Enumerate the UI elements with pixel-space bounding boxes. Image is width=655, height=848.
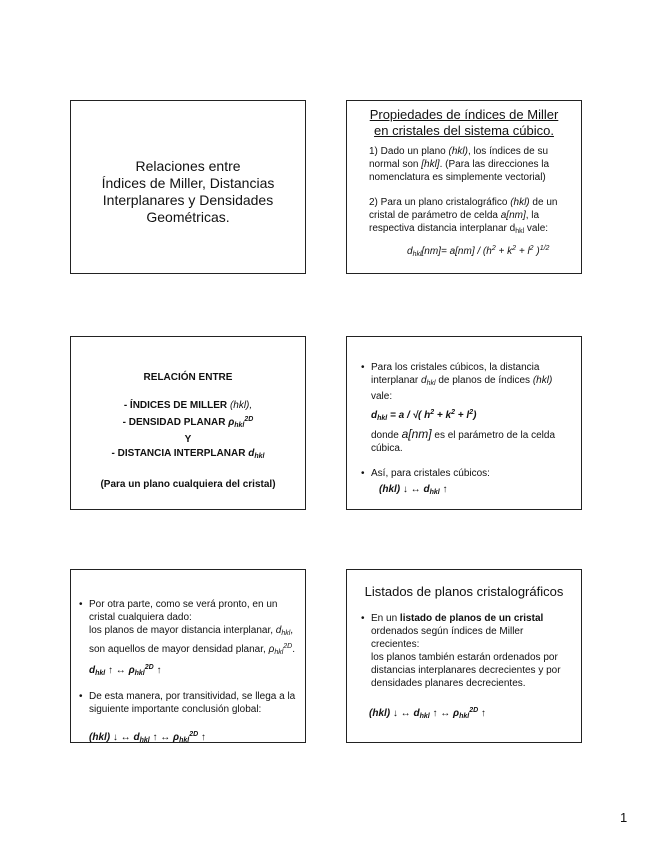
text: (hkl)	[510, 197, 530, 208]
slide-5	[70, 569, 306, 743]
text: ↑	[198, 732, 206, 743]
slide-5-body	[71, 570, 305, 747]
text: de un cristal de parámetro de celda	[369, 197, 558, 221]
text: 2D	[189, 731, 199, 738]
formula-1	[89, 661, 299, 680]
item-1	[369, 145, 565, 184]
text: ↑ ↔ ρ	[105, 665, 135, 676]
text: ↑ ↔ ρ	[429, 708, 460, 719]
text: • Por otra parte, como se verá pronto, en un cristal cualquiera dado:	[89, 599, 278, 623]
text: hkl	[412, 251, 422, 258]
item-2	[369, 196, 565, 238]
text: hkl	[515, 228, 525, 235]
text: + l	[455, 410, 470, 421]
bullet-2: • De esta manera, por transitividad, se llega a la siguiente importante conclusión global:	[77, 690, 299, 716]
spacer	[359, 690, 573, 704]
text: 2	[512, 245, 517, 252]
text: hkl	[429, 489, 440, 496]
text: ↑ ↔ ρ	[149, 732, 180, 743]
slide-3-body	[71, 371, 305, 492]
text: + k	[495, 246, 513, 257]
formula-2	[77, 728, 299, 747]
formula	[359, 406, 567, 425]
text: d	[371, 410, 378, 421]
text: + k	[434, 410, 452, 421]
slide-4-body	[347, 337, 581, 499]
title-line-1: Propiedades de índices de Miller	[369, 107, 559, 122]
heading: RELACIÓN ENTRE	[143, 372, 233, 383]
title-line-2: Índices de Miller, Distancias	[101, 175, 275, 191]
bullet-1	[359, 612, 573, 690]
text: (hkl)	[448, 146, 468, 157]
text: - DENSIDAD PLANAR	[122, 417, 229, 428]
spacer	[71, 464, 305, 478]
spacer	[359, 455, 567, 467]
slide-6	[346, 569, 582, 743]
text: ρ	[228, 417, 235, 428]
text: 2	[469, 409, 474, 416]
text: d	[89, 665, 96, 676]
text: )	[533, 246, 540, 257]
text: hkl	[139, 737, 150, 744]
title-line-3: Interplanares y Densidades	[102, 192, 274, 208]
text: 1) Dado un plano	[369, 146, 449, 157]
donde-text	[359, 428, 567, 455]
text: (hkl) ↓ ↔ d	[369, 708, 420, 719]
text: listado de planos de un cristal	[399, 613, 544, 624]
text: donde	[371, 430, 402, 441]
text: a[nm]	[401, 427, 432, 441]
page-number: 1	[620, 810, 628, 825]
text-1	[371, 612, 573, 651]
bullet-1	[77, 598, 299, 680]
slide-2-title	[347, 107, 581, 139]
text: ordenados según índices de Miller crecientes:	[371, 626, 524, 650]
text: 2D	[469, 707, 479, 714]
spacer	[77, 680, 299, 690]
text: , los índices de su normal son	[369, 146, 549, 170]
text: hkl	[281, 630, 291, 637]
line-4	[71, 447, 305, 464]
text: + l	[516, 246, 530, 257]
text: 2D	[144, 664, 154, 671]
text: (hkl) ↓ ↔ d	[89, 732, 140, 743]
text: d	[275, 625, 282, 636]
text: hkl	[426, 380, 436, 387]
text: , son aquellos de mayor densidad planar,	[89, 625, 294, 655]
text: hkl	[179, 737, 190, 744]
slide-4	[346, 336, 582, 510]
text: hkl	[254, 453, 265, 460]
text: - DISTANCIA INTERPLANAR	[111, 448, 249, 459]
title-line-2: en cristales del sistema cúbico.	[374, 123, 554, 138]
title-line-1: Relaciones entre	[135, 158, 241, 174]
text: hkl	[274, 649, 284, 656]
bullet-1	[359, 361, 567, 403]
text: hkl	[134, 670, 145, 677]
text: = a / √( h	[387, 410, 431, 421]
text: (hkl)	[532, 375, 553, 386]
text: hkl	[459, 713, 470, 720]
text: (hkl) ↓ ↔ d	[379, 484, 430, 495]
line-1	[71, 399, 305, 413]
title-line-4: Geométricas.	[146, 209, 230, 225]
text: ↑	[153, 665, 162, 676]
text: En un	[371, 613, 400, 624]
text: vale:	[371, 391, 393, 402]
text: d	[407, 246, 413, 257]
text: - ÍNDICES DE MILLER	[123, 400, 230, 411]
text: 2	[451, 409, 456, 416]
line-3: Y	[184, 434, 192, 445]
slide-1	[70, 100, 306, 274]
slide-1-title	[71, 158, 305, 226]
text: d	[248, 448, 255, 459]
text: 2) Para un plano cristalográfico	[369, 197, 511, 208]
text-2: los planos también estarán ordenados por distancias interplanares decrecientes y por densidades planares decrecientes.	[371, 652, 561, 689]
footer: (Para un plano cualquiera del cristal)	[100, 479, 276, 490]
text: 2	[430, 409, 435, 416]
formula	[359, 704, 573, 723]
text: 2D	[283, 643, 293, 650]
line-2	[71, 413, 305, 433]
spacer	[77, 716, 299, 728]
text: 1/2	[539, 245, 550, 252]
text: ρ	[268, 644, 275, 655]
text-2	[89, 624, 299, 659]
text: hkl	[377, 415, 388, 422]
text: vale:	[524, 223, 549, 234]
text: )	[473, 410, 477, 421]
text: Para los cristales cúbicos, la distancia interplanar	[371, 362, 540, 386]
slide-6-title: Listados de planos cristalográficos	[364, 584, 564, 599]
slide-2-body	[347, 145, 581, 261]
text: ↑	[439, 484, 448, 495]
text: 2	[529, 245, 534, 252]
slide-3	[70, 336, 306, 510]
slide-2	[346, 100, 582, 274]
formula	[369, 242, 565, 261]
text: los planos de mayor distancia interplanar,	[89, 625, 276, 636]
spacer	[369, 184, 565, 196]
text: , la respectiva distancia interplanar d	[369, 210, 540, 234]
text: . (Para las direcciones la nomenclatura es simplemente vectorial)	[369, 159, 550, 183]
text: .	[292, 644, 295, 655]
text: hkl	[234, 422, 245, 429]
text: de planos de índices	[435, 375, 533, 386]
spacer	[71, 385, 305, 399]
text: 2	[491, 245, 496, 252]
bullet-2: • Así, para cristales cúbicos:	[359, 467, 567, 480]
text: hkl	[419, 713, 430, 720]
text: (hkl),	[229, 400, 253, 411]
text: d	[421, 375, 427, 386]
text: es el parámetro de la celda cúbica.	[371, 430, 556, 454]
slide-6-body	[347, 600, 581, 723]
text: a[nm]	[500, 210, 526, 221]
text: [nm]= a[nm] / (h	[421, 246, 492, 257]
text: hkl	[95, 670, 106, 677]
text: [hkl]	[421, 159, 440, 170]
text: 2D	[244, 416, 254, 423]
formula-2	[359, 483, 567, 499]
text: ↑	[478, 708, 486, 719]
